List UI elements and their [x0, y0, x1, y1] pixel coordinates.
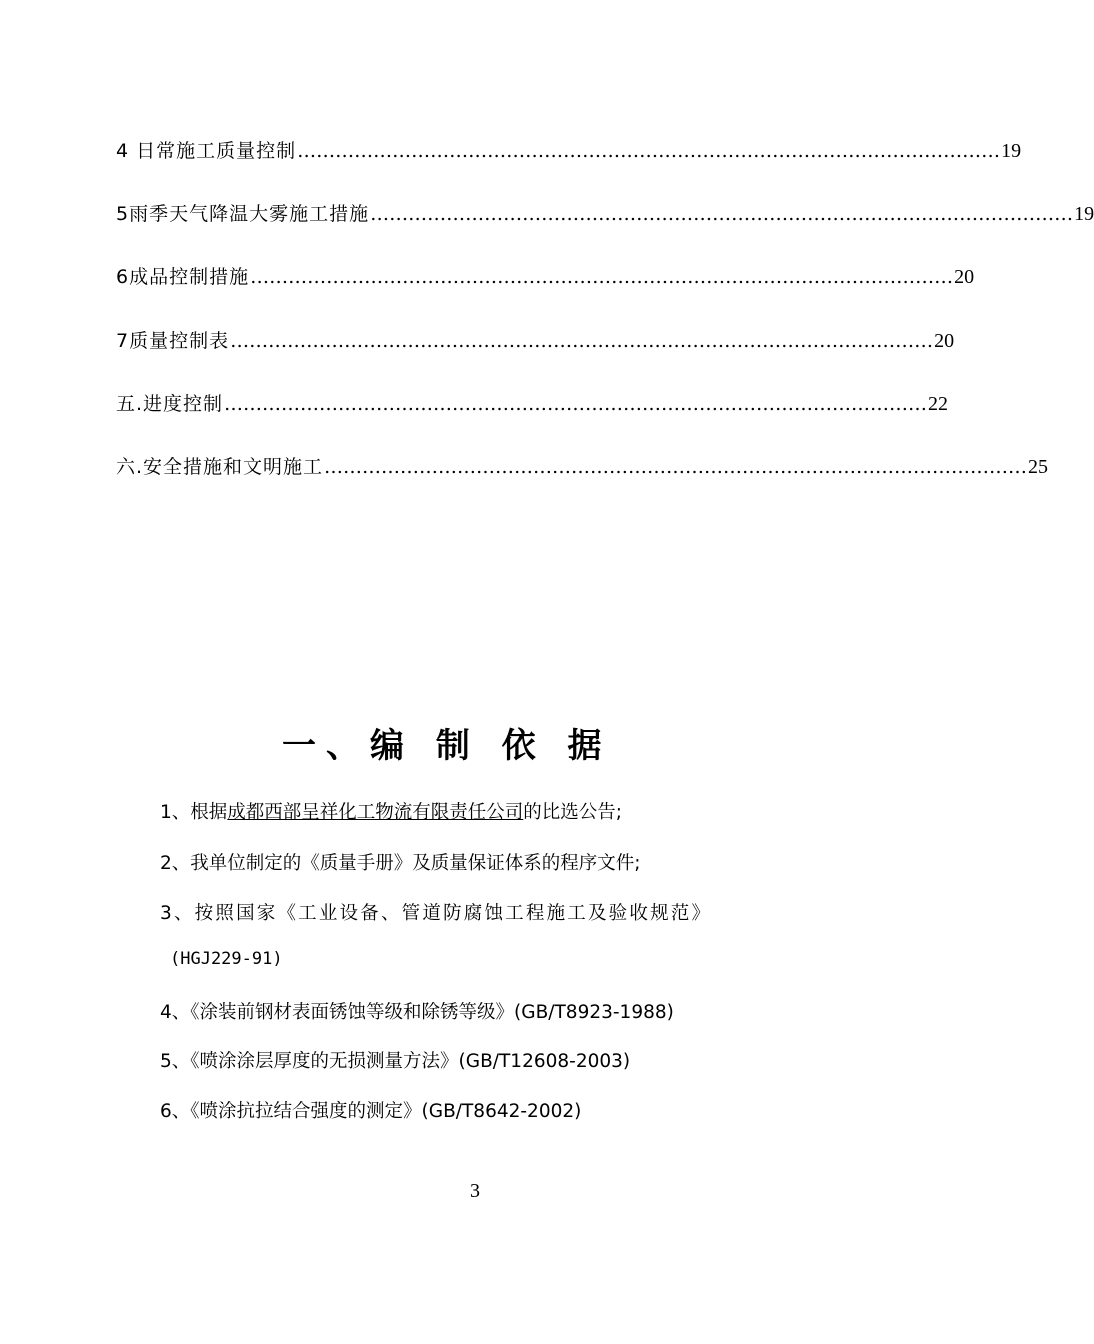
toc-page-number: 25: [1028, 456, 1049, 478]
basis-item: 6、《喷涂抗拉结合强度的测定》(GB/T8642-2002): [160, 1101, 582, 1122]
toc-label: 5雨季天气降温大雾施工措施: [116, 203, 370, 225]
toc-row: [116, 452, 1049, 480]
toc-page-number: 19: [1001, 140, 1022, 162]
toc-leader-dots: …………………………………………………………………………………………………: [324, 456, 1028, 478]
toc-label: 4 日常施工质量控制: [116, 140, 297, 162]
toc-leader-dots: …………………………………………………………………………………………………: [250, 266, 954, 288]
toc-page-number: 22: [928, 393, 949, 415]
toc-label: 7质量控制表: [116, 330, 230, 352]
toc-page-number: 20: [954, 266, 975, 288]
toc-row: [116, 262, 975, 290]
toc-page-number: 20: [934, 330, 955, 352]
toc-label: 六.安全措施和文明施工: [116, 456, 324, 478]
section-heading: 一、编 制 依 据: [282, 726, 612, 766]
toc-row: [116, 199, 1094, 227]
toc-label: 6成品控制措施: [116, 266, 250, 288]
page-number: 3: [470, 1180, 480, 1202]
company-name: 成都西部呈祥化工物流有限责任公司: [227, 802, 524, 823]
basis-item: 5、《喷涂涂层厚度的无损测量方法》(GB/T12608-2003): [160, 1051, 631, 1072]
basis-item-prefix: 1、根据: [160, 802, 228, 823]
basis-item-suffix: 的比选公告;: [523, 802, 623, 823]
basis-item: 4、《涂装前钢材表面锈蚀等级和除锈等级》(GB/T8923-1988): [160, 1002, 674, 1023]
toc-leader-dots: …………………………………………………………………………………………………: [297, 140, 1001, 162]
toc-row: [116, 136, 1022, 164]
toc-leader-dots: …………………………………………………………………………………………………: [230, 330, 934, 352]
toc-leader-dots: …………………………………………………………………………………………………: [370, 203, 1074, 225]
basis-item: [160, 798, 622, 824]
toc-row: [116, 326, 955, 354]
basis-item: 3、按照国家《工业设备、管道防腐蚀工程施工及验收规范》: [160, 903, 713, 924]
toc-leader-dots: …………………………………………………………………………………………………: [224, 393, 928, 415]
toc-page-number: 19: [1074, 203, 1094, 225]
toc-row: [116, 389, 949, 417]
toc-label: 五.进度控制: [116, 393, 224, 415]
basis-item-continuation: (HGJ229-91): [170, 949, 283, 969]
basis-item: 2、我单位制定的《质量手册》及质量保证体系的程序文件;: [160, 853, 641, 874]
